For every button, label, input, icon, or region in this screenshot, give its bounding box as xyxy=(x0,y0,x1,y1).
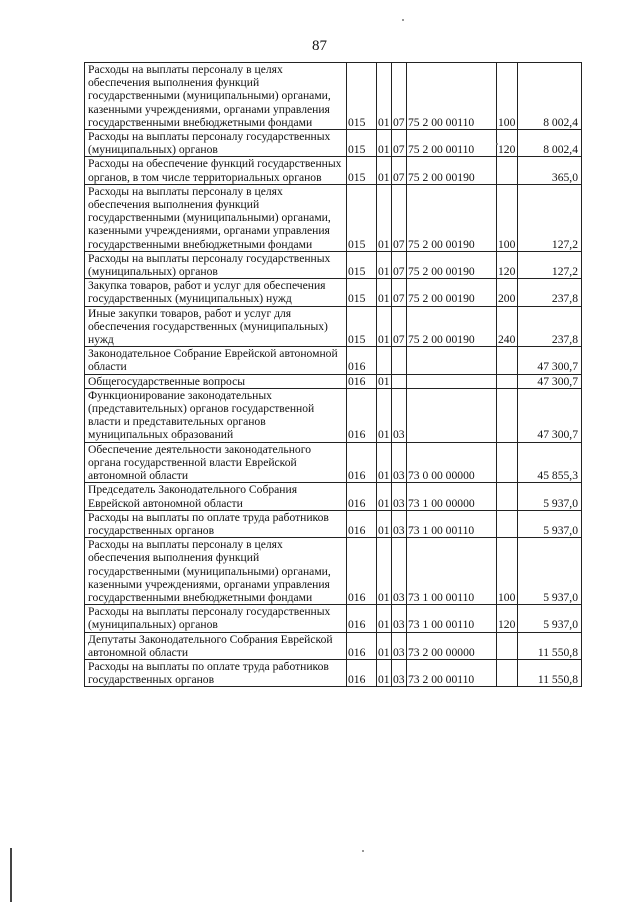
binder-mark xyxy=(10,848,12,902)
section-code-cell: 01 xyxy=(377,632,392,659)
ministry-code-cell: 015 xyxy=(347,279,377,306)
expense-type-code-cell xyxy=(497,374,518,388)
target-article-code-cell: 75 2 00 00190 xyxy=(407,279,497,306)
table-row xyxy=(85,251,582,278)
target-article-code-cell: 75 2 00 00110 xyxy=(407,63,497,130)
subsection-code-cell: 03 xyxy=(392,510,407,537)
ministry-code-cell: 016 xyxy=(347,538,377,605)
row-name-cell: Функционирование законодательных (представительных) органов государственной власти и представительных органов муниципальных образований xyxy=(85,388,347,442)
row-name-cell: Закупка товаров, работ и услуг для обеспечения государственных (муниципальных) нужд xyxy=(85,279,347,306)
section-code-cell: 01 xyxy=(377,306,392,347)
ministry-code-cell: 016 xyxy=(347,374,377,388)
section-code-cell: 01 xyxy=(377,157,392,184)
table-row xyxy=(85,279,582,306)
subsection-code-cell: 03 xyxy=(392,388,407,442)
page-number: 87 xyxy=(312,38,327,54)
subsection-code-cell: 07 xyxy=(392,279,407,306)
row-name-cell: Расходы на выплаты персоналу в целях обеспечения выполнения функций государственными (муниципальными) органами, казенными учреждениями, органами управления государственными внебюджетными фондами xyxy=(85,538,347,605)
row-name-cell: Обеспечение деятельности законодательного органа государственной власти Еврейской автономной области xyxy=(85,442,347,483)
ministry-code-cell: 016 xyxy=(347,632,377,659)
row-name-cell: Председатель Законодательного Собрания Еврейской автономной области xyxy=(85,483,347,510)
subsection-code-cell: 03 xyxy=(392,659,407,686)
target-article-code-cell: 75 2 00 00190 xyxy=(407,251,497,278)
amount-cell: 5 937,0 xyxy=(518,510,582,537)
section-code-cell: 01 xyxy=(377,184,392,251)
expense-type-code-cell xyxy=(497,157,518,184)
subsection-code-cell: 07 xyxy=(392,130,407,157)
target-article-code-cell: 73 0 00 00000 xyxy=(407,442,497,483)
amount-cell: 365,0 xyxy=(518,157,582,184)
expense-type-code-cell: 200 xyxy=(497,279,518,306)
section-code-cell: 01 xyxy=(377,605,392,632)
amount-cell: 11 550,8 xyxy=(518,659,582,686)
ministry-code-cell: 016 xyxy=(347,659,377,686)
row-name-cell: Расходы на выплаты персоналу государственных (муниципальных) органов xyxy=(85,251,347,278)
amount-cell: 237,8 xyxy=(518,279,582,306)
ministry-code-cell: 016 xyxy=(347,388,377,442)
subsection-code-cell: 07 xyxy=(392,63,407,130)
target-article-code-cell xyxy=(407,374,497,388)
amount-cell: 45 855,3 xyxy=(518,442,582,483)
table-row xyxy=(85,442,582,483)
subsection-code-cell xyxy=(392,347,407,374)
expense-type-code-cell xyxy=(497,632,518,659)
amount-cell: 127,2 xyxy=(518,251,582,278)
expense-type-code-cell: 120 xyxy=(497,605,518,632)
expense-type-code-cell: 240 xyxy=(497,306,518,347)
amount-cell: 237,8 xyxy=(518,306,582,347)
subsection-code-cell: 03 xyxy=(392,442,407,483)
ministry-code-cell: 015 xyxy=(347,184,377,251)
amount-cell: 5 937,0 xyxy=(518,538,582,605)
section-code-cell: 01 xyxy=(377,442,392,483)
table-row xyxy=(85,510,582,537)
row-name-cell: Законодательное Собрание Еврейской автономной области xyxy=(85,347,347,374)
subsection-code-cell: 07 xyxy=(392,184,407,251)
ministry-code-cell: 015 xyxy=(347,157,377,184)
expense-type-code-cell: 120 xyxy=(497,130,518,157)
scan-speck xyxy=(496,143,498,145)
table-row xyxy=(85,483,582,510)
target-article-code-cell: 73 1 00 00000 xyxy=(407,483,497,510)
subsection-code-cell: 03 xyxy=(392,605,407,632)
amount-cell: 5 937,0 xyxy=(518,483,582,510)
table-row xyxy=(85,388,582,442)
expense-type-code-cell: 120 xyxy=(497,251,518,278)
row-name-cell: Расходы на выплаты по оплате труда работников государственных органов xyxy=(85,659,347,686)
ministry-code-cell: 016 xyxy=(347,605,377,632)
target-article-code-cell: 73 1 00 00110 xyxy=(407,538,497,605)
section-code-cell: 01 xyxy=(377,130,392,157)
row-name-cell: Расходы на выплаты персоналу в целях обеспечения выполнения функций государственными (муниципальными) органами, казенными учреждениями, органами управления государственными внебюджетными фондами xyxy=(85,184,347,251)
amount-cell: 47 300,7 xyxy=(518,347,582,374)
row-name-cell: Расходы на выплаты персоналу в целях обеспечения выполнения функций государственными (муниципальными) органами, казенными учреждениями, органами управления государственными внебюджетными фондами xyxy=(85,63,347,130)
table-row xyxy=(85,659,582,686)
amount-cell: 8 002,4 xyxy=(518,130,582,157)
amount-cell: 5 937,0 xyxy=(518,605,582,632)
ministry-code-cell: 015 xyxy=(347,130,377,157)
ministry-code-cell: 016 xyxy=(347,483,377,510)
expense-type-code-cell: 100 xyxy=(497,63,518,130)
budget-table-body xyxy=(85,63,582,687)
subsection-code-cell: 07 xyxy=(392,157,407,184)
section-code-cell: 01 xyxy=(378,374,390,388)
section-code-cell: 01 xyxy=(377,388,392,442)
subsection-code-cell: 07 xyxy=(392,306,407,347)
row-name-cell: Общегосударственные вопросы xyxy=(85,374,347,388)
section-code-cell: 01 xyxy=(377,483,392,510)
target-article-code-cell: 73 1 00 00110 xyxy=(407,605,497,632)
ministry-code-cell: 016 xyxy=(347,442,377,483)
table-row xyxy=(85,130,582,157)
section-code-cell: 01 xyxy=(377,279,392,306)
target-article-code-cell: 73 1 00 00110 xyxy=(407,510,497,537)
expense-type-code-cell: 100 xyxy=(497,538,518,605)
target-article-code-cell xyxy=(407,347,497,374)
row-name-cell: Расходы на выплаты персоналу государственных (муниципальных) органов xyxy=(85,130,347,157)
expense-type-code-cell xyxy=(497,510,518,537)
expense-type-code-cell xyxy=(497,483,518,510)
budget-table xyxy=(84,62,582,687)
table-row xyxy=(85,184,582,251)
target-article-code-cell: 73 2 00 00000 xyxy=(407,632,497,659)
subsection-code-cell: 03 xyxy=(392,538,407,605)
target-article-code-cell: 73 2 00 00110 xyxy=(407,659,497,686)
section-code-cell: 01 xyxy=(377,251,392,278)
target-article-code-cell: 75 2 00 00190 xyxy=(407,157,497,184)
target-article-code-cell: 75 2 00 00110 xyxy=(407,130,497,157)
scan-speck xyxy=(402,19,404,21)
table-row xyxy=(85,347,582,374)
ministry-code-cell: 016 xyxy=(347,510,377,537)
expense-type-code-cell xyxy=(497,388,518,442)
expense-type-code-cell xyxy=(497,659,518,686)
table-row xyxy=(85,538,582,605)
target-article-code-cell: 75 2 00 00190 xyxy=(407,184,497,251)
section-code-cell: 01 xyxy=(377,63,392,130)
amount-cell: 47 300,7 xyxy=(518,388,582,442)
expense-type-code-cell xyxy=(497,347,518,374)
subsection-code-cell: 07 xyxy=(392,251,407,278)
table-row xyxy=(85,374,582,388)
table-row xyxy=(85,63,582,130)
target-article-code-cell xyxy=(407,388,497,442)
amount-cell: 11 550,8 xyxy=(518,632,582,659)
section-code-cell: 01 xyxy=(377,538,392,605)
amount-cell: 47 300,7 xyxy=(518,374,582,388)
ministry-code-cell: 015 xyxy=(347,63,377,130)
ministry-code-cell: 016 xyxy=(347,347,377,374)
scan-speck xyxy=(362,850,364,852)
subsection-code-cell: 03 xyxy=(392,483,407,510)
subsection-code-cell xyxy=(392,374,407,388)
row-name-cell: Расходы на выплаты по оплате труда работников государственных органов xyxy=(85,510,347,537)
section-code-cell: 01 xyxy=(377,659,392,686)
target-article-code-cell: 75 2 00 00190 xyxy=(407,306,497,347)
table-row xyxy=(85,306,582,347)
row-name-cell: Иные закупки товаров, работ и услуг для обеспечения государственных (муниципальных) нужд xyxy=(85,306,347,347)
section-code-cell xyxy=(377,347,392,374)
expense-type-code-cell xyxy=(497,442,518,483)
row-name-cell: Расходы на выплаты персоналу государственных (муниципальных) органов xyxy=(85,605,347,632)
ministry-code-cell: 015 xyxy=(347,306,377,347)
table-row xyxy=(85,157,582,184)
row-name-cell: Депутаты Законодательного Собрания Еврейской автономной области xyxy=(85,632,347,659)
expense-type-code-cell: 100 xyxy=(497,184,518,251)
table-row xyxy=(85,632,582,659)
section-code-cell: 01 xyxy=(377,510,392,537)
subsection-code-cell: 03 xyxy=(392,632,407,659)
ministry-code-cell: 015 xyxy=(347,251,377,278)
amount-cell: 8 002,4 xyxy=(518,63,582,130)
table-row xyxy=(85,605,582,632)
row-name-cell: Расходы на обеспечение функций государственных органов, в том числе территориальных органов xyxy=(85,157,347,184)
amount-cell: 127,2 xyxy=(518,184,582,251)
